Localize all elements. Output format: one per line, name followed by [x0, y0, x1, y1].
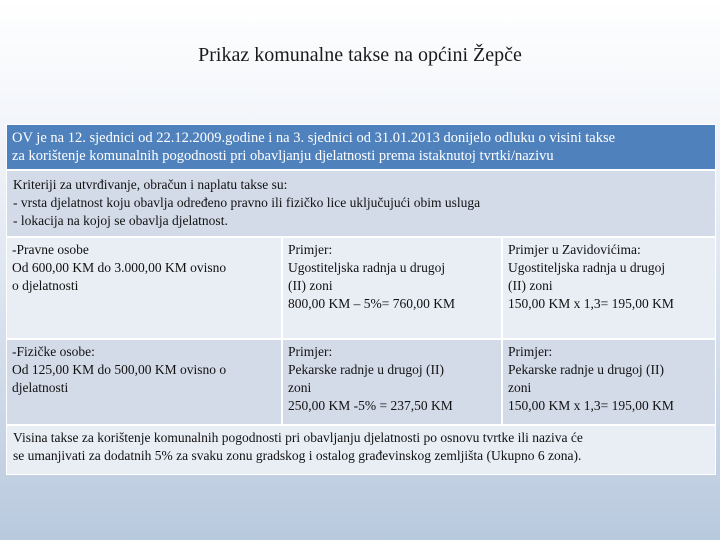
header-line-1: OV je na 12. sjednici od 22.12.2009.godine i na 3. sjednici od 31.01.2013 donijelo odluku o visini takse: [12, 130, 616, 146]
natural-range-line: djelatnosti: [12, 380, 69, 395]
legal-example-line: 800,00 KM – 5%= 760,00 KM: [288, 296, 455, 311]
natural-range-line: Od 125,00 KM do 500,00 KM ovisno o: [12, 362, 227, 377]
natural-example-line: Pekarske radnje u drugoj (II): [288, 362, 444, 377]
legal-persons-row: [7, 238, 715, 340]
natural-range-line: -Fizičke osobe:: [12, 344, 95, 359]
legal-zavidovici-line: (II) zoni: [508, 278, 553, 293]
natural-second-example-line: Pekarske radnje u drugoj (II): [508, 362, 664, 377]
legal-zavidovici-line: Primjer u Zavidovićima:: [508, 242, 641, 257]
legal-zavidovici-line: 150,00 KM x 1,3= 195,00 KM: [508, 296, 674, 311]
tax-table: [6, 124, 716, 475]
natural-persons-row: [7, 340, 715, 426]
criteria-line-1: Kriteriji za utvrđivanje, obračun i naplatu takse su:: [13, 177, 288, 192]
natural-example-line: 250,00 KM -5% = 237,50 KM: [288, 398, 453, 413]
legal-range-line: Od 600,00 KM do 3.000,00 KM ovisno: [12, 260, 227, 275]
natural-example-line: Primjer:: [288, 344, 333, 359]
natural-second-example-line: 150,00 KM x 1,3= 195,00 KM: [508, 398, 674, 413]
natural-second-example-line: Primjer:: [508, 344, 553, 359]
natural-persons-range-cell: [7, 340, 283, 424]
natural-persons-second-example-cell: [503, 340, 715, 424]
legal-range-line: -Pravne osobe: [12, 242, 89, 257]
footer-line-2: se umanjivati za dodatnih 5% za svaku zonu gradskog i ostalog građevinskog zemljišta (Ukupno 6 zona).: [13, 448, 582, 463]
natural-persons-example-cell: [283, 340, 503, 424]
legal-range-line: o djelatnosti: [12, 278, 79, 293]
table-header: [7, 125, 715, 171]
page-title: Prikaz komunalne takse na općini Žepče: [198, 44, 522, 66]
legal-persons-example-cell: [283, 238, 503, 338]
footer-note-row: [7, 426, 715, 474]
header-line-2: za korištenje komunalnih pogodnosti pri obavljanju djelatnosti prema istaknutoj tvrtki/nazivu: [12, 148, 554, 164]
criteria-row: [7, 171, 715, 238]
legal-example-line: Primjer:: [288, 242, 333, 257]
legal-example-line: (II) zoni: [288, 278, 333, 293]
natural-second-example-line: zoni: [508, 380, 532, 395]
criteria-line-3: - lokacija na kojoj se obavlja djelatnost.: [13, 213, 228, 228]
legal-persons-range-cell: [7, 238, 283, 338]
criteria-line-2: - vrsta djelatnost koju obavlja određeno pravno ili fizičko lice uključujući obim usluga: [13, 195, 481, 210]
natural-example-line: zoni: [288, 380, 312, 395]
footer-line-1: Visina takse za korištenje komunalnih pogodnosti pri obavljanju djelatnosti po osnovu tvrtke ili naziva će: [13, 430, 583, 445]
legal-example-line: Ugostiteljska radnja u drugoj: [288, 260, 446, 275]
legal-persons-zavidovici-cell: [503, 238, 715, 338]
legal-zavidovici-line: Ugostiteljska radnja u drugoj: [508, 260, 666, 275]
